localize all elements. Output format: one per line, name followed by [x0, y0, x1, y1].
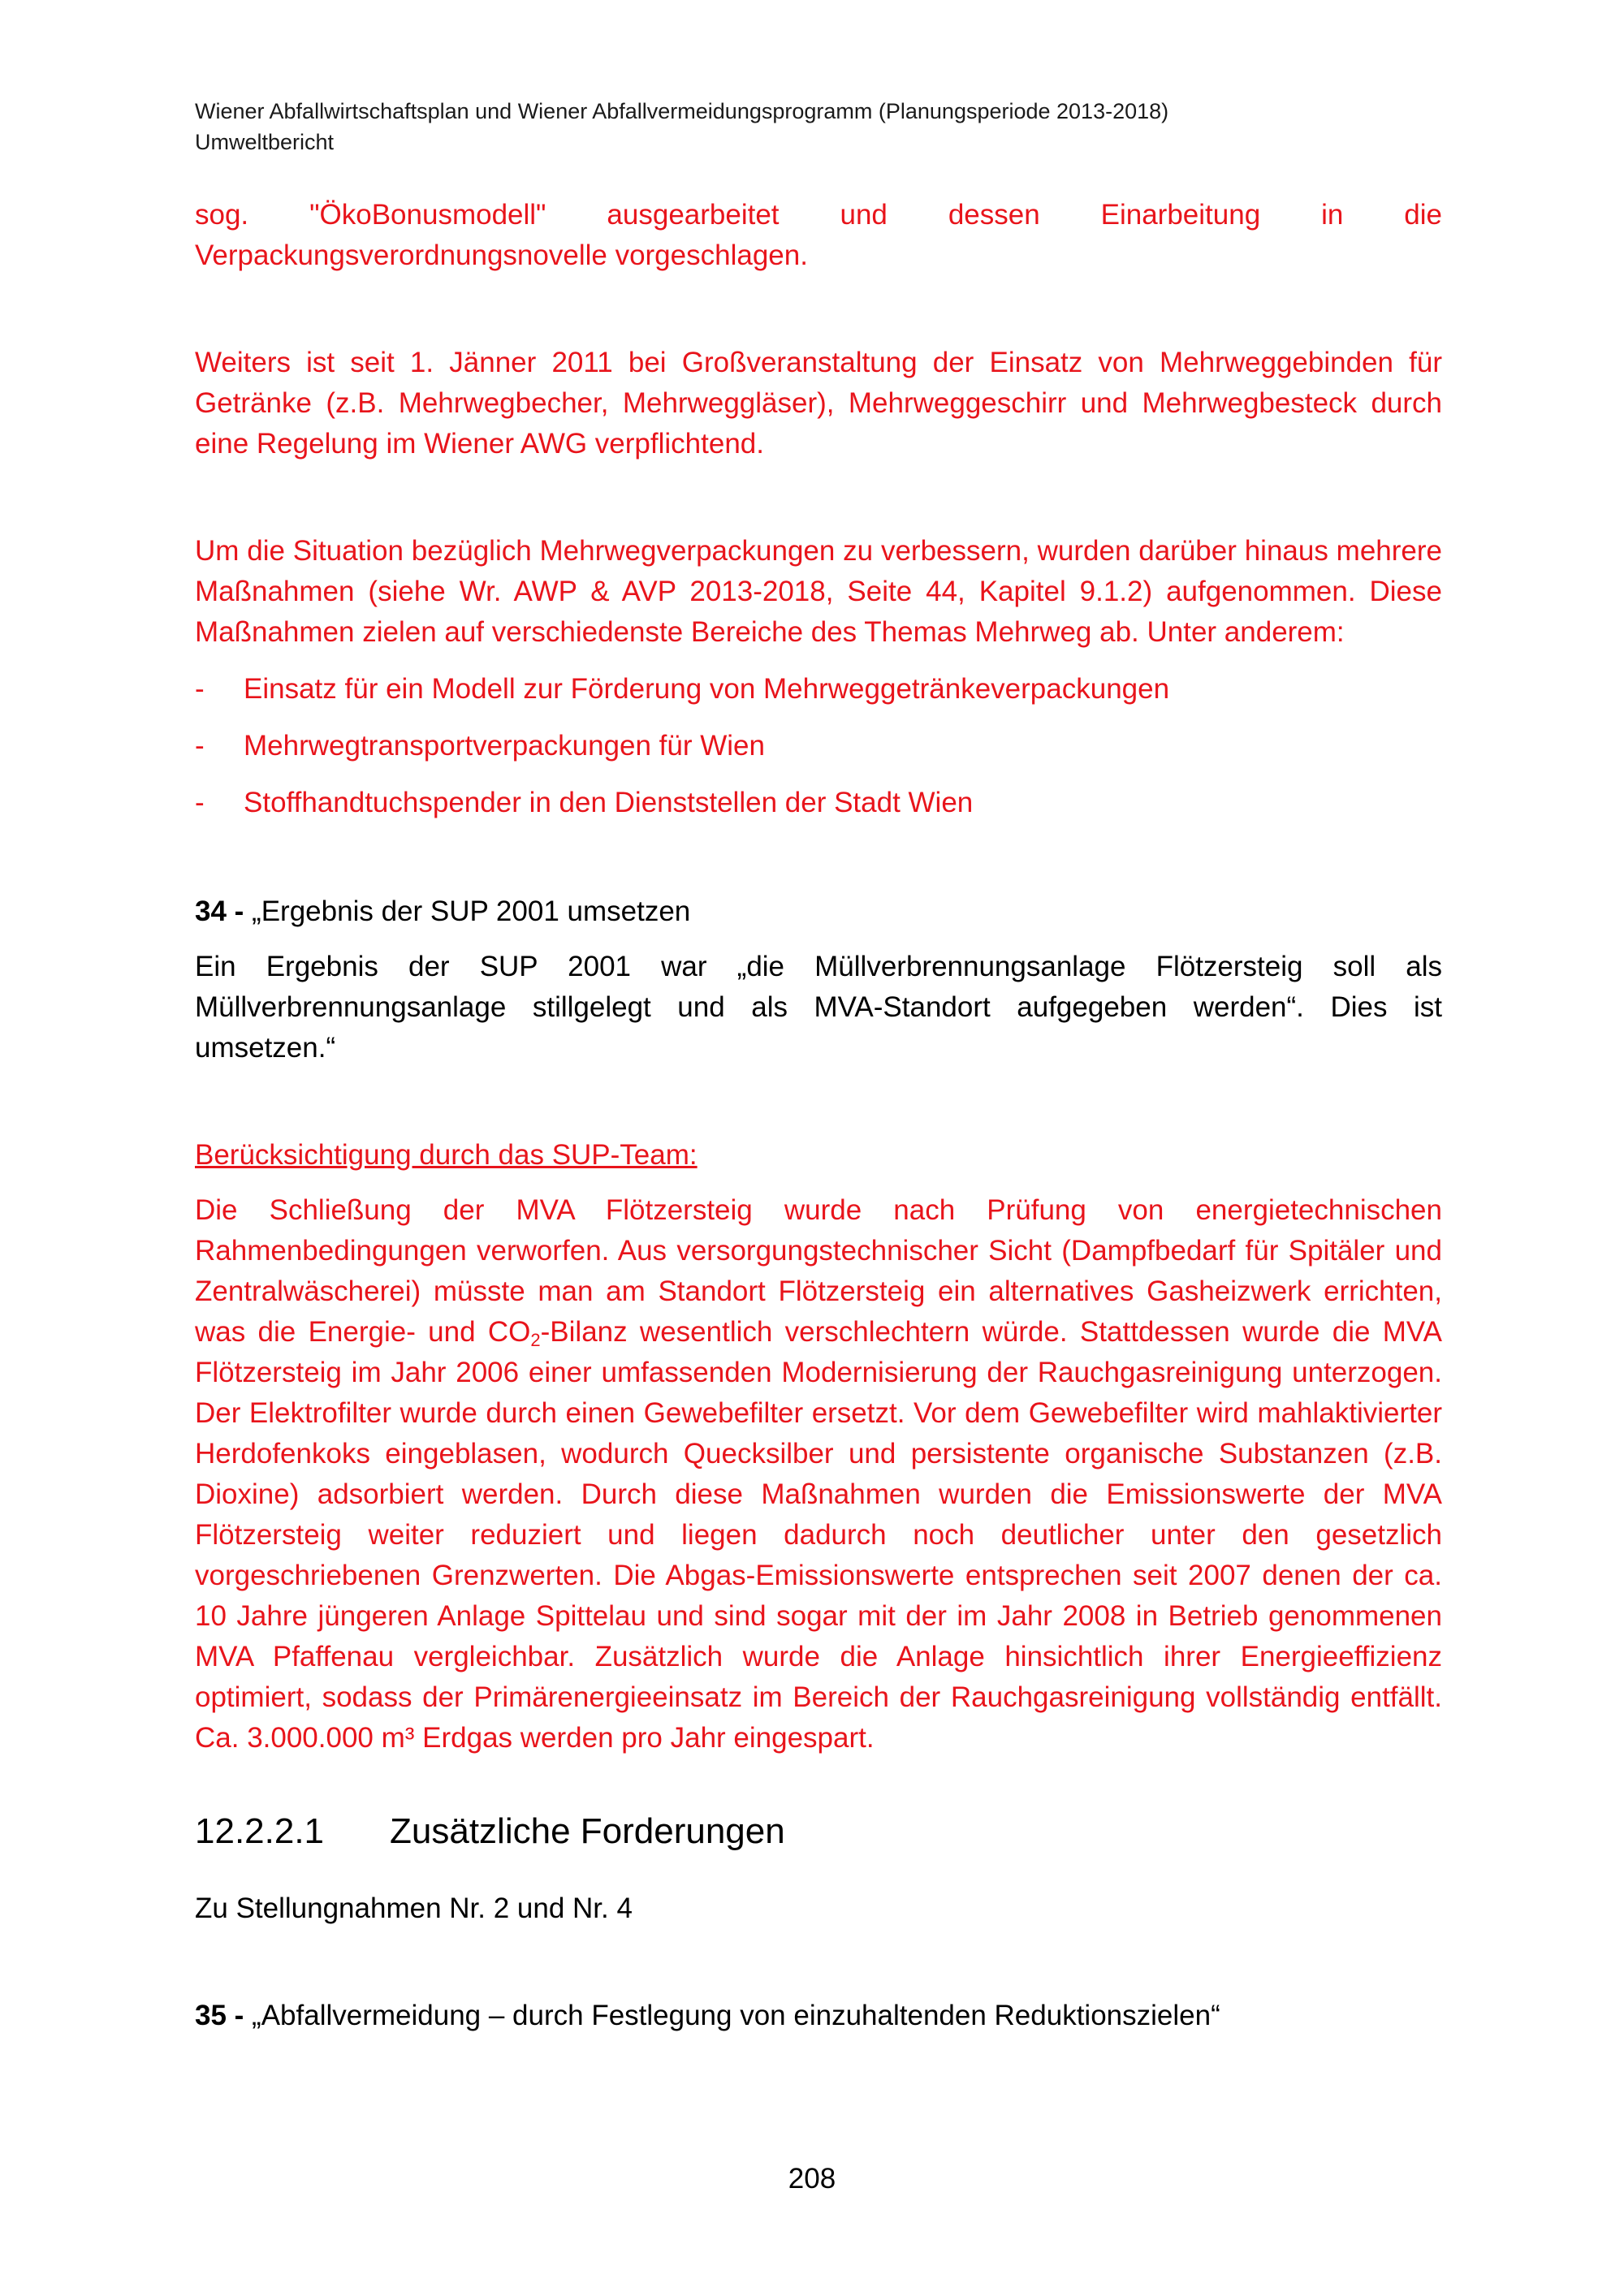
- co2-subscript: 2: [530, 1330, 541, 1350]
- paragraph-mehrwegverpackungen: Um die Situation bezüglich Mehrwegverpackungen zu verbessern, wurden darüber hinaus mehrere Maßnahmen (siehe Wr. AWP & AVP 2013-2018, Seite 44, Kapitel 9.1.2) aufgenommen. Diese Maßnahmen zielen auf verschiedenste Bereiche des Themas Mehrweg ab. Unter anderem:: [195, 535, 1442, 648]
- section-title: Zusätzliche Forderungen: [390, 1811, 785, 1851]
- sup-team-heading: Berücksichtigung durch das SUP-Team:: [195, 1139, 698, 1171]
- item-35-title-text: „Abfallvermeidung – durch Festlegung von einzuhaltenden Reduktionszielen“: [252, 2000, 1220, 2031]
- paragraph-mehrweggebinde: Weiters ist seit 1. Jänner 2011 bei Großveranstaltung der Einsatz von Mehrweggebinden für Getränke (z.B. Mehrwegbecher, Mehrweggläser), Mehrweggeschirr und Mehrwegbesteck durch eine Regelung im Wiener AWG verpflichtend.: [195, 347, 1442, 460]
- list-item: [195, 783, 1442, 823]
- item-34-title: [195, 891, 1442, 932]
- item-35-title: [195, 1996, 1442, 2036]
- list-item: [195, 669, 1442, 710]
- item-34-body: Ein Ergebnis der SUP 2001 war „die Müllverbrennungsanlage Flötzersteig soll als Müllverbrennungsanlage stillgelegt und als MVA-Standort aufgegeben werden“. Dies ist umsetzen.“: [195, 951, 1442, 1064]
- list-item: [195, 726, 1442, 766]
- page-number: 208: [788, 2163, 836, 2195]
- header-subtitle: Umweltbericht: [195, 130, 335, 154]
- sup-team-text-part1: Die Schließung der MVA Flötzersteig wurde nach Prüfung von energietechnischen Rahmenbedingungen verworfen. Aus versorgungstechnischer Sicht (Dampfbedarf für Spitäler und Zentralwäscherei) müsste man am Standort Flötzersteig ein alternatives Gasheizwerk errichten, was die Energie- und CO: [195, 1194, 1442, 1348]
- running-header: [195, 96, 1445, 158]
- item-34-number: 34 -: [195, 896, 244, 927]
- bullet-marker: -: [195, 673, 205, 705]
- list-item-text: Einsatz für ein Modell zur Förderung von Mehrweggetränkeverpackungen: [244, 673, 1170, 705]
- sup-team-paragraph: [195, 1190, 1442, 1759]
- section-heading: [195, 1807, 1442, 1856]
- list-item-text: Mehrwegtransportverpackungen für Wien: [244, 730, 765, 762]
- bullet-marker: -: [195, 730, 205, 762]
- sup-team-text-part2: -Bilanz wesentlich verschlechtern würde. Stattdessen wurde die MVA Flötzersteig im Jahr 2006 einer umfassenden Modernisierung der Rauchgasreinigung unterzogen. Der Elektrofilter wurde durch einen Gewebefilter ersetzt. Vor dem Gewebefilter wird mahlaktivierter Herdofenkoks eingeblasen, wodurch Quecksilber und persistente organische Substanzen (z.B. Dioxine) adsorbiert werden. Durch diese Maßnahmen wurden die Emissionswerte der MVA Flötzersteig weiter reduziert und liegen dadurch noch deutlicher unter den gesetzlich vorgeschriebenen Grenzwerten. Die Abgas-Emissionswerte entsprechen seit 2007 denen der ca. 10 Jahre jüngeren Anlage Spittelau und sind sogar mit der im Jahr 2008 in Betrieb genommenen MVA Pfaffenau vergleichbar. Zusätzlich wurde die Anlage hinsichtlich ihrer Energieeffizienz optimiert, sodass der Primärenergieeinsatz im Bereich der Rauchgasreinigung vollständig entfällt. Ca. 3.000.000 m³ Erdgas werden pro Jahr eingespart.: [195, 1316, 1442, 1754]
- page-content: [195, 195, 1442, 2036]
- header-title: Wiener Abfallwirtschaftsplan und Wiener Abfallvermeidungsprogramm (Planungsperiode 2013-2018): [195, 99, 1169, 123]
- item-34-title-text: „Ergebnis der SUP 2001 umsetzen: [252, 896, 691, 927]
- paragraph-oekobonus: sog. "ÖkoBonusmodell" ausgearbeitet und dessen Einarbeitung in die Verpackungsverordnungsnovelle vorgeschlagen.: [195, 199, 1442, 271]
- stellungnahmen-reference: Zu Stellungnahmen Nr. 2 und Nr. 4: [195, 1892, 633, 1924]
- list-item-text: Stoffhandtuchspender in den Dienststellen der Stadt Wien: [244, 787, 974, 818]
- section-number: 12.2.2.1: [195, 1811, 325, 1851]
- item-35-number: 35 -: [195, 2000, 244, 2031]
- bullet-marker: -: [195, 787, 205, 818]
